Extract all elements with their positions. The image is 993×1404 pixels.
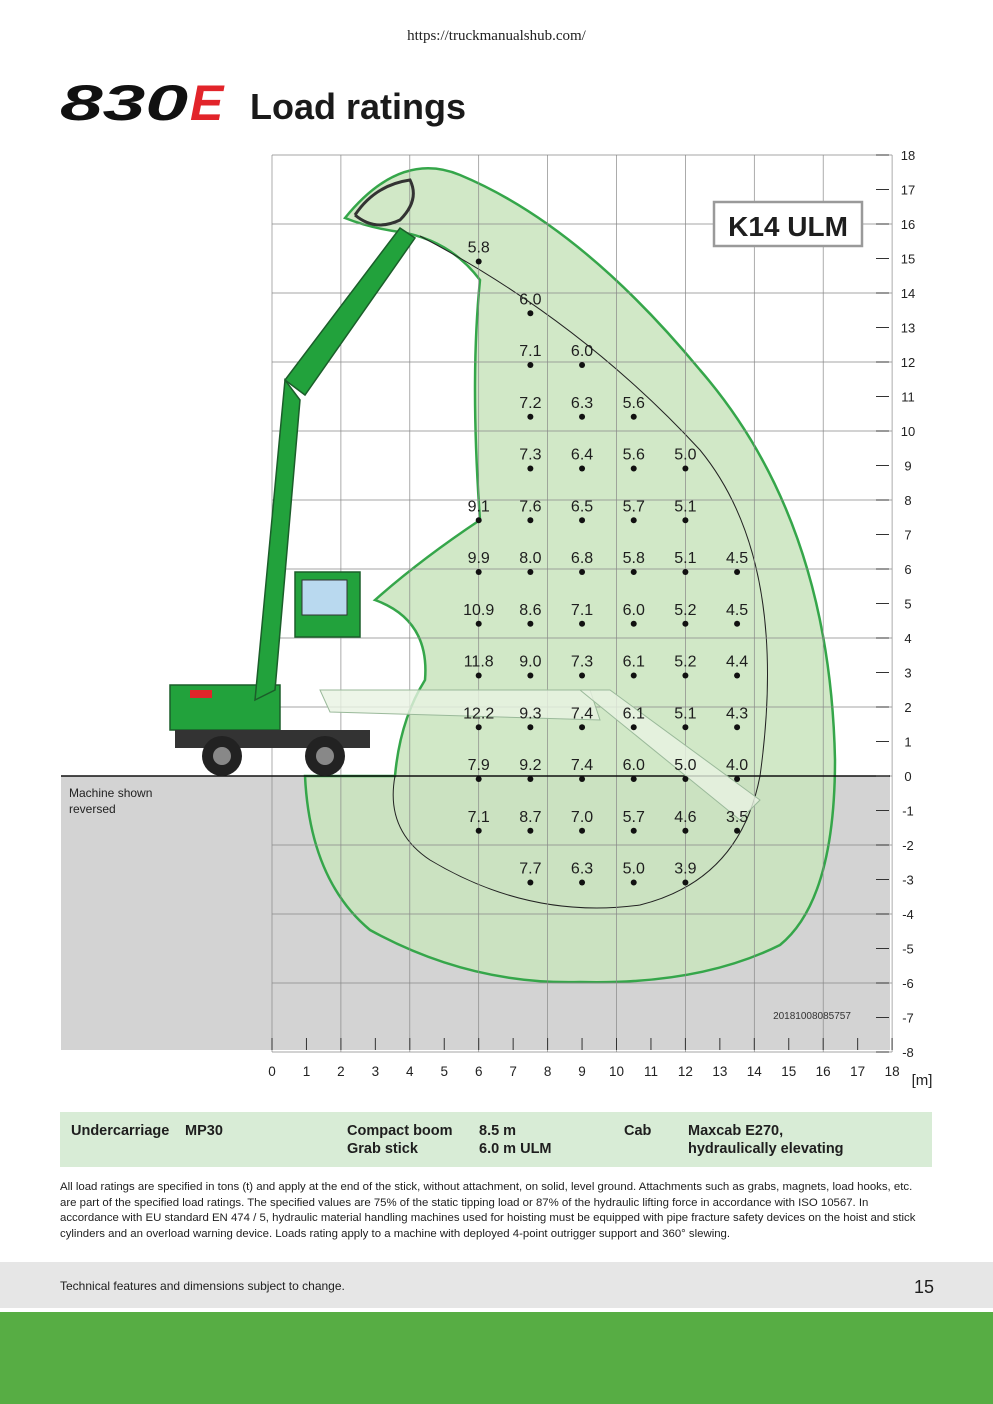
load-point-label: 6.1 (622, 653, 645, 671)
load-point-label: 9.1 (467, 498, 490, 516)
y-tick-label: 7 (904, 527, 912, 543)
y-tick-label: 4 (904, 631, 912, 646)
load-point-label: 7.1 (570, 601, 594, 619)
y-tick-label: 2 (904, 700, 912, 715)
load-point-label: 6.4 (570, 446, 594, 464)
y-tick-label: 1 (904, 734, 912, 750)
load-point-dot (734, 724, 740, 730)
load-point-label: 10.9 (463, 601, 495, 619)
load-point-dot (476, 724, 482, 730)
load-point-dot (527, 517, 533, 523)
load-point-label: 5.6 (622, 446, 645, 464)
y-tick-label: 18 (900, 148, 916, 163)
load-point-label: 6.0 (519, 291, 542, 309)
x-tick-label: 7 (509, 1064, 517, 1079)
load-point-dot (579, 414, 585, 420)
load-point-dot (631, 724, 637, 730)
x-tick-label: 4 (406, 1064, 414, 1079)
load-point-label: 4.0 (725, 757, 749, 774)
load-point-dot (682, 621, 688, 627)
load-point-label: 7.2 (519, 394, 542, 412)
load-point-label: 5.1 (674, 705, 697, 723)
load-point-dot (476, 828, 482, 834)
load-point-dot (527, 466, 533, 472)
x-tick-label: 2 (337, 1064, 345, 1079)
y-tick-label: 6 (904, 562, 912, 577)
undercarriage-label: Undercarriage (71, 1123, 170, 1139)
load-point-label: 5.2 (674, 601, 697, 619)
y-tick-label: -6 (902, 976, 914, 991)
load-point-dot (631, 466, 637, 472)
load-point-dot (527, 310, 533, 316)
load-point-label: 5.0 (674, 446, 697, 464)
load-point-label: 6.0 (622, 757, 645, 774)
load-point-label: 5.6 (622, 394, 645, 412)
y-tick-label: -8 (902, 1045, 914, 1060)
y-tick-label: 8 (904, 493, 912, 508)
load-point-label: 7.1 (519, 343, 542, 360)
load-point-dot (476, 569, 482, 575)
machine-reversed-note: Machine shown reversed (69, 786, 153, 816)
y-tick-label: 17 (900, 182, 916, 198)
load-point-label: 6.0 (570, 343, 594, 360)
load-point-dot (631, 569, 637, 575)
chart-code: 20181008085757 (773, 1011, 851, 1022)
load-point-dot (579, 776, 585, 782)
footer-disclaimer: Technical features and dimensions subject to change. (60, 1279, 345, 1293)
load-point-label: 4.5 (725, 550, 749, 567)
load-point-label: 6.5 (570, 498, 594, 516)
boom-value-2: 6.0 m ULM (479, 1141, 552, 1157)
cab-value-1: Maxcab E270, (688, 1123, 784, 1139)
x-tick-label: 6 (474, 1064, 483, 1079)
model-letter: E (190, 80, 224, 126)
model-badge-text: K14 ULM (728, 211, 848, 242)
load-point-label: 9.9 (467, 550, 490, 567)
load-point-label: 8.7 (519, 808, 542, 826)
x-tick-label: 3 (371, 1064, 380, 1079)
unit-label: [m] (911, 1072, 933, 1089)
x-tick-label: 11 (643, 1064, 658, 1079)
load-point-dot (682, 828, 688, 834)
load-point-label: 6.1 (622, 705, 645, 723)
load-point-dot (682, 466, 688, 472)
load-point-label: 6.3 (570, 860, 594, 878)
load-point-dot (682, 724, 688, 730)
load-point-dot (476, 776, 482, 782)
load-point-dot (579, 569, 585, 575)
load-point-label: 4.5 (725, 601, 749, 619)
load-point-dot (682, 673, 688, 679)
y-tick-label: 9 (904, 458, 912, 474)
load-point-label: 12.2 (463, 705, 495, 723)
x-tick-label: 15 (781, 1064, 797, 1079)
load-point-dot (631, 828, 637, 834)
load-point-dot (734, 776, 740, 782)
x-tick-label: 5 (440, 1064, 449, 1079)
x-tick-label: 12 (677, 1064, 693, 1079)
load-point-dot (579, 880, 585, 886)
spec-box (60, 1112, 932, 1167)
load-point-dot (631, 517, 637, 523)
y-tick-label: -1 (902, 803, 914, 819)
y-tick-label: -5 (902, 941, 914, 957)
load-point-label: 7.6 (519, 498, 542, 516)
load-point-label: 9.2 (519, 757, 542, 774)
load-point-label: 8.6 (519, 601, 542, 619)
load-point-label: 5.0 (622, 860, 645, 878)
load-point-dot (579, 724, 585, 730)
load-point-label: 3.5 (725, 808, 749, 826)
y-tick-label: 12 (900, 355, 916, 370)
load-point-dot (476, 673, 482, 679)
y-tick-label: 14 (900, 286, 916, 301)
load-point-dot (527, 362, 533, 368)
load-point-dot (682, 517, 688, 523)
load-point-label: 8.0 (519, 550, 542, 567)
load-point-label: 7.9 (467, 757, 490, 774)
load-point-dot (631, 621, 637, 627)
load-point-dot (579, 362, 585, 368)
load-point-label: 6.3 (570, 394, 594, 412)
x-tick-label: 9 (578, 1064, 586, 1079)
load-point-label: 7.7 (519, 860, 542, 878)
load-point-label: 5.1 (674, 550, 697, 567)
load-point-dot (579, 466, 585, 472)
footnote: All load ratings are specified in tons (t) and apply at the end of the stick, without attachment, on solid, level ground. Attachments such as grabs, magnets, load hooks, etc. are part of the specified load ratings. The specified values are 75% of the static tipping load or 87% of the hydraulic lifting force in accordance with ISO 10567. In accordance with EU standard EN 474 / 5, hydraulic material handling machines used for hoisting must be equipped with pipe fracture safety devices on the hoist and stick cylinders and an overload warning device. Loads rating apply to a machine with deployed 4-point outrigger support and 360° slewing. (60, 1181, 916, 1240)
load-point-dot (631, 673, 637, 679)
page-title: Load ratings (250, 86, 467, 127)
boom-value-1: 8.5 m (479, 1123, 517, 1139)
y-tick-label: 15 (900, 251, 916, 267)
y-tick-label: -4 (902, 907, 914, 922)
load-point-dot (527, 776, 533, 782)
x-tick-label: 1 (302, 1064, 311, 1079)
load-point-label: 6.8 (570, 550, 594, 567)
load-point-dot (476, 517, 482, 523)
load-point-dot (682, 776, 688, 782)
y-tick-label: 0 (904, 769, 912, 784)
y-tick-label: 5 (904, 596, 912, 612)
load-point-dot (527, 414, 533, 420)
load-point-dot (734, 828, 740, 834)
y-tick-label: 16 (900, 217, 916, 232)
load-point-dot (682, 880, 688, 886)
y-tick-label: 10 (900, 424, 916, 439)
load-point-label: 5.0 (674, 757, 697, 774)
load-point-dot (631, 414, 637, 420)
load-point-label: 5.7 (622, 808, 645, 826)
load-point-dot (527, 621, 533, 627)
y-tick-label: -3 (902, 872, 914, 888)
x-tick-label: 0 (268, 1064, 276, 1079)
y-tick-label: 11 (901, 389, 915, 405)
x-tick-label: 16 (815, 1064, 831, 1079)
undercarriage-value: MP30 (185, 1123, 223, 1139)
boom-label-2: Grab stick (347, 1141, 418, 1157)
y-tick-label: 13 (900, 320, 916, 336)
x-tick-label: 10 (608, 1064, 625, 1079)
boom-label-1: Compact boom (347, 1123, 453, 1139)
load-point-dot (579, 517, 585, 523)
load-point-dot (734, 569, 740, 575)
load-point-dot (631, 880, 637, 886)
x-tick-label: 14 (746, 1064, 762, 1079)
load-point-label: 4.4 (725, 653, 749, 671)
load-point-label: 5.1 (674, 498, 697, 516)
load-point-dot (631, 776, 637, 782)
x-tick-label: 8 (543, 1064, 552, 1079)
load-point-label: 3.9 (674, 860, 697, 878)
load-point-dot (579, 621, 585, 627)
load-point-label: 7.4 (570, 705, 594, 723)
load-point-label: 4.6 (674, 808, 697, 826)
load-point-label: 7.3 (570, 653, 594, 671)
load-point-dot (527, 673, 533, 679)
load-point-dot (734, 621, 740, 627)
load-point-dot (579, 673, 585, 679)
y-tick-label: -7 (902, 1010, 914, 1026)
load-point-dot (682, 569, 688, 575)
source-url[interactable]: https://truckmanualshub.com/ (407, 28, 586, 44)
x-tick-label: 13 (712, 1064, 728, 1079)
load-point-dot (527, 880, 533, 886)
y-tick-label: -2 (902, 838, 914, 853)
load-point-dot (527, 724, 533, 730)
load-point-label: 5.2 (674, 653, 697, 671)
load-point-dot (527, 828, 533, 834)
load-point-label: 5.8 (622, 550, 645, 567)
load-point-label: 7.0 (570, 808, 594, 826)
load-point-label: 5.7 (622, 498, 645, 516)
load-point-label: 11.8 (463, 653, 494, 671)
load-point-dot (734, 673, 740, 679)
load-point-dot (579, 828, 585, 834)
load-point-dot (476, 259, 482, 265)
load-point-label: 7.3 (519, 446, 542, 464)
model-digits: 830 (60, 80, 189, 126)
load-point-label: 7.1 (467, 808, 490, 826)
page-number: 15 (913, 1277, 934, 1297)
load-point-label: 7.4 (570, 757, 594, 774)
load-point-label: 9.3 (519, 705, 542, 723)
x-tick-label: 17 (850, 1064, 866, 1079)
load-point-dot (527, 569, 533, 575)
y-tick-label: 3 (904, 665, 912, 681)
load-point-label: 5.8 (467, 239, 490, 257)
load-point-label: 9.0 (519, 653, 542, 671)
load-point-label: 4.3 (725, 705, 749, 723)
cab-value-2: hydraulically elevating (688, 1141, 844, 1157)
footer-green-band (0, 1312, 993, 1404)
load-point-dot (476, 621, 482, 627)
load-point-label: 6.0 (622, 601, 645, 619)
x-tick-label: 18 (884, 1064, 900, 1079)
cab-label: Cab (624, 1123, 652, 1139)
